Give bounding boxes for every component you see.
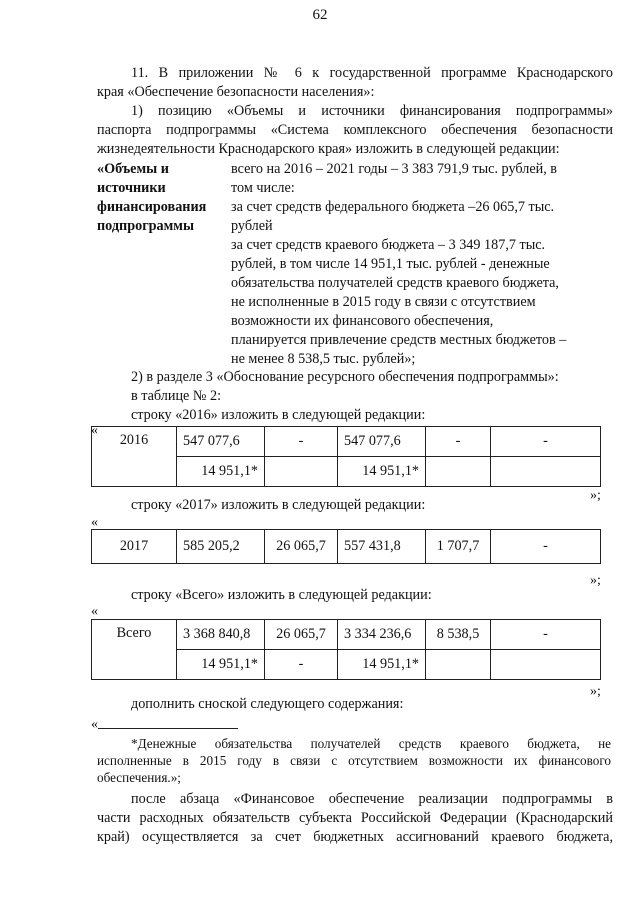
last-line-2 — [97, 809, 613, 828]
rowtotal-intro: строку «Всего» изложить в следующей редакции: — [131, 587, 432, 603]
table-cell: 585 205,2 — [177, 530, 265, 564]
table-total — [91, 619, 601, 680]
row2017-intro: строку «2017» изложить в следующей редакции: — [131, 497, 426, 513]
last-text: край) осуществляется за счет бюджетных ассигнований краевого бюджета, — [97, 829, 613, 845]
table-cell — [265, 457, 338, 487]
table-cell: 14 951,1* — [177, 457, 265, 487]
table-cell: 3 368 840,8 — [177, 620, 265, 650]
table-cell: - — [426, 427, 491, 457]
table-cell: - — [491, 427, 601, 457]
table-cell: - — [491, 620, 601, 650]
row2016-intro: строку «2016» изложить в следующей редакции: — [131, 407, 426, 423]
table-cell: 3 334 236,6 — [338, 620, 426, 650]
table-cell: 547 077,6 — [177, 427, 265, 457]
close-quote: »; — [590, 684, 601, 699]
table-cell: 14 951,1* — [177, 650, 265, 680]
footnote-intro: дополнить сноской следующего содержания: — [131, 696, 404, 712]
funding-text-line: обязательства получателей средств краевого бюджета, — [231, 275, 559, 291]
intro-line-4 — [97, 121, 613, 140]
table-cell — [426, 457, 491, 487]
year-cell: 2017 — [92, 530, 177, 564]
table-cell — [491, 457, 601, 487]
footnote-line-2 — [97, 752, 611, 769]
footnote-line-1 — [131, 735, 611, 752]
open-quote: « — [91, 717, 98, 732]
footnote-text: исполненные в 2015 году в связи с отсутствием возможности их финансового — [97, 753, 611, 768]
intro-line-5: жизнедеятельности Краснодарского края» изложить в следующей редакции: — [97, 141, 560, 157]
open-quote: « — [91, 423, 98, 438]
table-row — [92, 620, 601, 650]
funding-text-line: планируется привлечение средств местных бюджетов – — [231, 332, 567, 348]
close-quote: »; — [590, 573, 601, 588]
table-cell: 26 065,7 — [265, 620, 338, 650]
last-text: после абзаца «Финансовое обеспечение реализации подпрограммы в — [131, 791, 613, 807]
table-2016 — [91, 426, 601, 487]
footnote-line-3: обеспечения.»; — [97, 770, 181, 785]
funding-text-line: рублей, в том числе 14 951,1 тыс. рублей - денежные — [231, 256, 550, 272]
year-cell: 2016 — [92, 427, 177, 487]
close-quote: »; — [590, 488, 601, 503]
table-cell: 26 065,7 — [265, 530, 338, 564]
open-quote: « — [91, 604, 98, 619]
funding-text-line: том числе: — [231, 180, 295, 196]
table-cell: - — [491, 530, 601, 564]
table-cell: 557 431,8 — [338, 530, 426, 564]
last-text: части расходных обязательств субъекта Российской Федерации (Краснодарский — [97, 810, 613, 826]
table-2017 — [91, 529, 601, 564]
section-heading: 2) в разделе 3 «Обоснование ресурсного обеспечения подпрограммы»: — [131, 369, 559, 385]
funding-label-line: «Объемы и — [97, 161, 169, 177]
table-cell: - — [265, 427, 338, 457]
table-cell: 14 951,1* — [338, 650, 426, 680]
table-row — [92, 427, 601, 457]
last-line-1 — [131, 790, 613, 809]
funding-text-line: за счет средств федерального бюджета –26 065,7 тыс. — [231, 199, 555, 215]
section-table-ref: в таблице № 2: — [131, 388, 222, 404]
table-cell — [426, 650, 491, 680]
intro-line-2: края «Обеспечение безопасности населения»: — [97, 84, 375, 100]
table-cell: - — [265, 650, 338, 680]
intro-text: паспорта подпрограммы «Система комплексного обеспечения безопасности — [97, 122, 613, 138]
open-quote: « — [91, 515, 98, 530]
table-cell: 8 538,5 — [426, 620, 491, 650]
funding-label-line: источники — [97, 180, 166, 196]
funding-text-line: за счет средств краевого бюджета – 3 349 187,7 тыс. — [231, 237, 546, 253]
intro-text: 11. В приложении № 6 к государственной программе Краснодарского — [131, 65, 613, 81]
table-cell — [491, 650, 601, 680]
last-line-3 — [97, 828, 613, 847]
funding-label-line: подпрограммы — [97, 218, 195, 234]
funding-text-line: не менее 8 538,5 тыс. рублей»; — [231, 351, 416, 367]
funding-text — [231, 160, 613, 369]
table-row — [92, 530, 601, 564]
funding-text-line: не исполненные в 2015 году в связи с отсутствием — [231, 294, 536, 310]
table-cell: 1 707,7 — [426, 530, 491, 564]
table-cell: 547 077,6 — [338, 427, 426, 457]
intro-text: 1) позицию «Объемы и источники финансирования подпрограммы» — [131, 103, 613, 119]
footnote-separator — [98, 728, 238, 729]
funding-text-line: возможности их финансового обеспечения, — [231, 313, 494, 329]
page-number: 62 — [312, 7, 328, 23]
year-cell: Всего — [92, 620, 177, 680]
table-cell: 14 951,1* — [338, 457, 426, 487]
footnote-text: *Денежные обязательства получателей средств краевого бюджета, не — [131, 736, 611, 751]
funding-text-line: рублей — [231, 218, 273, 234]
funding-label-line: финансирования — [97, 199, 207, 215]
intro-line-3 — [131, 102, 613, 121]
funding-label — [97, 160, 206, 236]
funding-text-line: всего на 2016 – 2021 годы – 3 383 791,9 тыс. рублей, в — [231, 161, 557, 177]
intro-line-1 — [131, 64, 613, 83]
